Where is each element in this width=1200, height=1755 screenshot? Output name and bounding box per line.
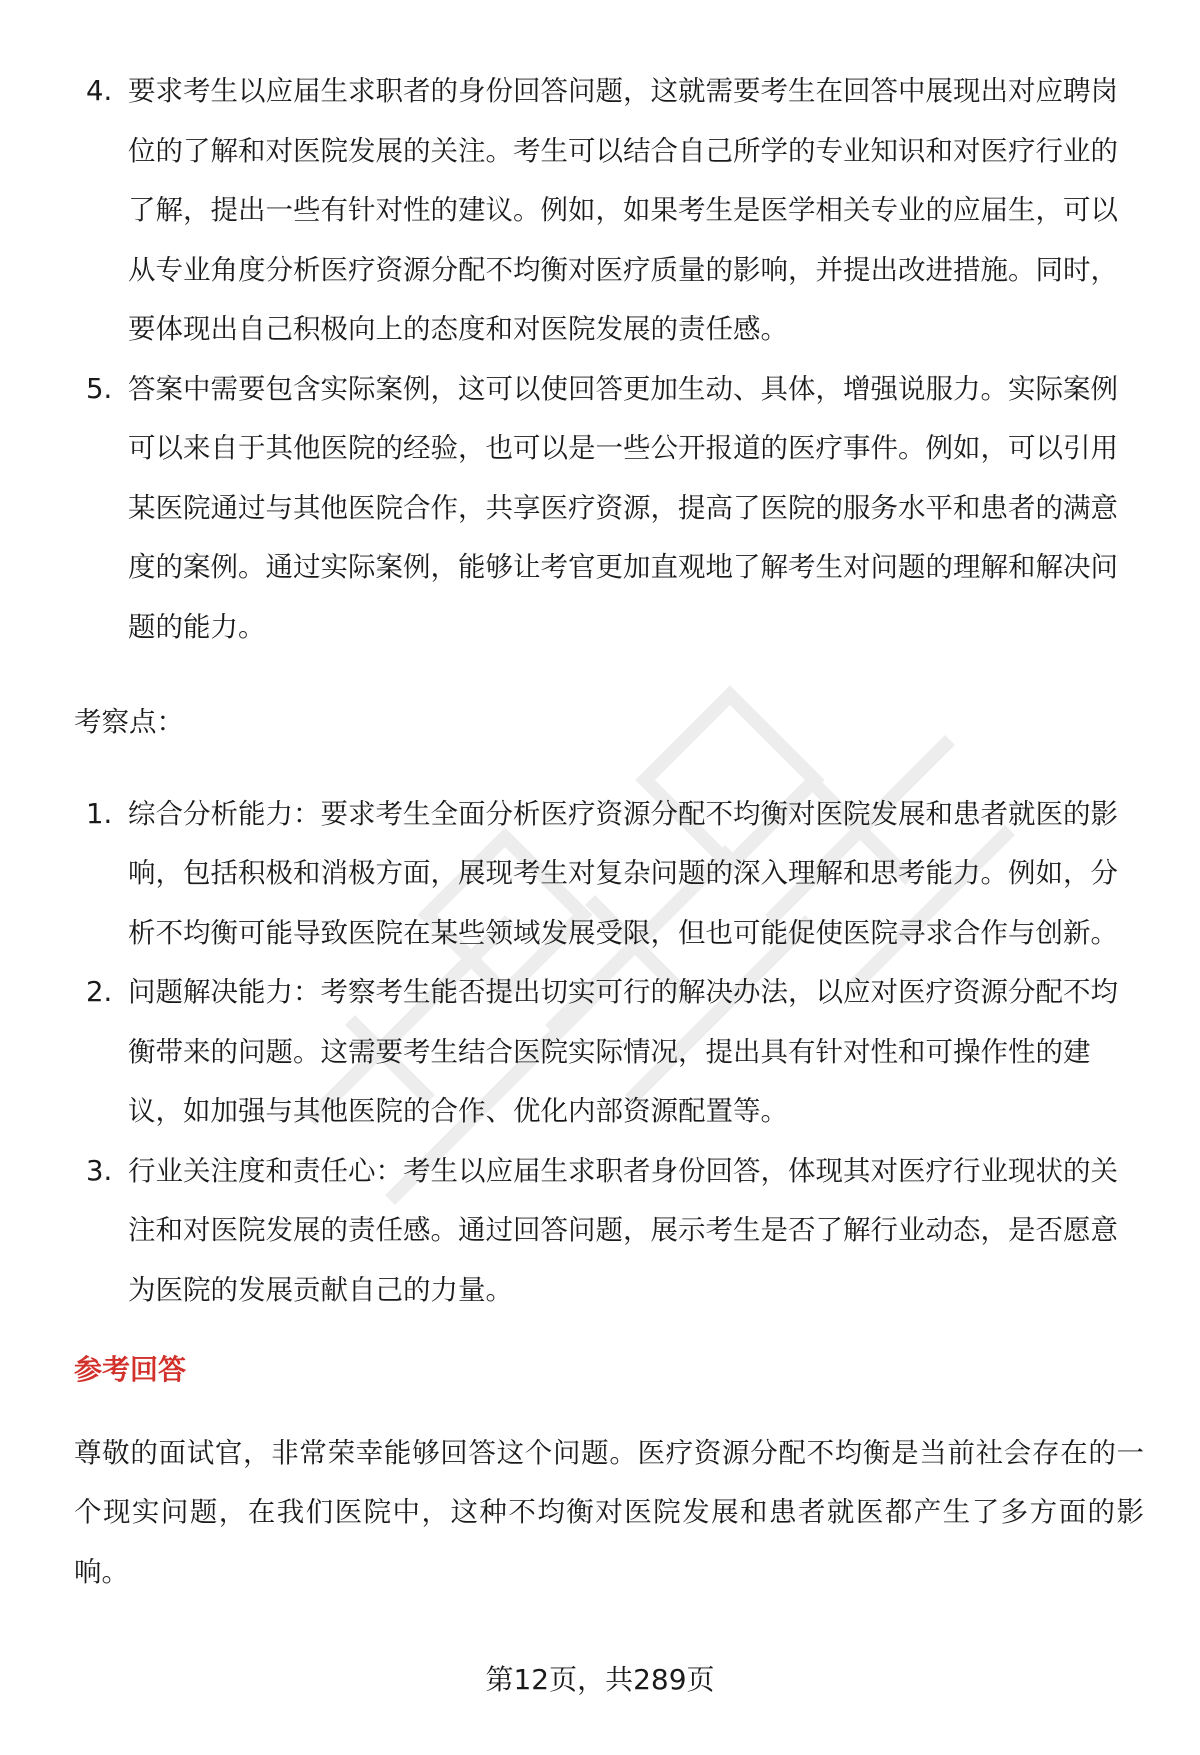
list-item-text: 综合分析能力：要求考生全面分析医疗资源分配不均衡对医院发展和患者就医的影响，包括积极和消极方面，展现考生对复杂问题的深入理解和思考能力。例如，分析不均衡可能导致医院在某些领域发展受限，但也可能促使医院寻求合作与创新。 (128, 797, 1118, 949)
list-item-number: 2. (86, 976, 113, 1008)
list-item-text: 行业关注度和责任心：考生以应届生求职者身份回答，体现其对医疗行业现状的关注和对医院发展的责任感。通过回答问题，展示考生是否了解行业动态，是否愿意为医院的发展贡献自己的力量。 (128, 1154, 1118, 1306)
list-item-text: 问题解决能力：考察考生能否提出切实可行的解决办法，以应对医疗资源分配不均衡带来的问题。这需要考生结合医院实际情况，提出具有针对性和可操作性的建议，如加强与其他医院的合作、优化内部资源配置等。 (128, 976, 1118, 1127)
list-item-number: 5. (86, 372, 113, 405)
list-item (74, 360, 1144, 658)
list-item-number: 4. (86, 75, 113, 107)
page-number-footer: 第12页，共289页 (485, 1663, 715, 1696)
list-item-number: 3. (86, 1154, 113, 1187)
list-item-number: 1. (86, 797, 113, 830)
reference-answer-heading: 参考回答 (74, 1353, 187, 1386)
list-item (74, 963, 1144, 1142)
assessment-points-list (74, 785, 1144, 1321)
list-item (74, 785, 1144, 964)
list-item (74, 62, 1144, 360)
main-content (74, 62, 1144, 1602)
requirements-list (74, 62, 1144, 657)
reference-answer-paragraph: 尊敬的面试官，非常荣幸能够回答这个问题。医疗资源分配不均衡是当前社会存在的一个现实问题，在我们医院中，这种不均衡对医院发展和患者就医都产生了多方面的影响。 (74, 1436, 1144, 1588)
list-item-text: 答案中需要包含实际案例，这可以使回答更加生动、具体，增强说服力。实际案例可以来自于其他医院的经验，也可以是一些公开报道的医疗事件。例如，可以引用某医院通过与其他医院合作，共享医疗资源，提高了医院的服务水平和患者的满意度的案例。通过实际案例，能够让考官更加直观地了解考生对问题的理解和解决问题的能力。 (128, 372, 1118, 643)
list-item-text: 要求考生以应届生求职者的身份回答问题，这就需要考生在回答中展现出对应聘岗位的了解和对医院发展的关注。考生可以结合自己所学的专业知识和对医疗行业的了解，提出一些有针对性的建议。例如，如果考生是医学相关专业的应届生，可以从专业角度分析医疗资源分配不均衡对医疗质量的影响，并提出改进措施。同时，要体现出自己积极向上的态度和对医院发展的责任感。 (128, 75, 1118, 345)
section-label: 考察点： (74, 706, 184, 738)
list-item (74, 1142, 1144, 1321)
